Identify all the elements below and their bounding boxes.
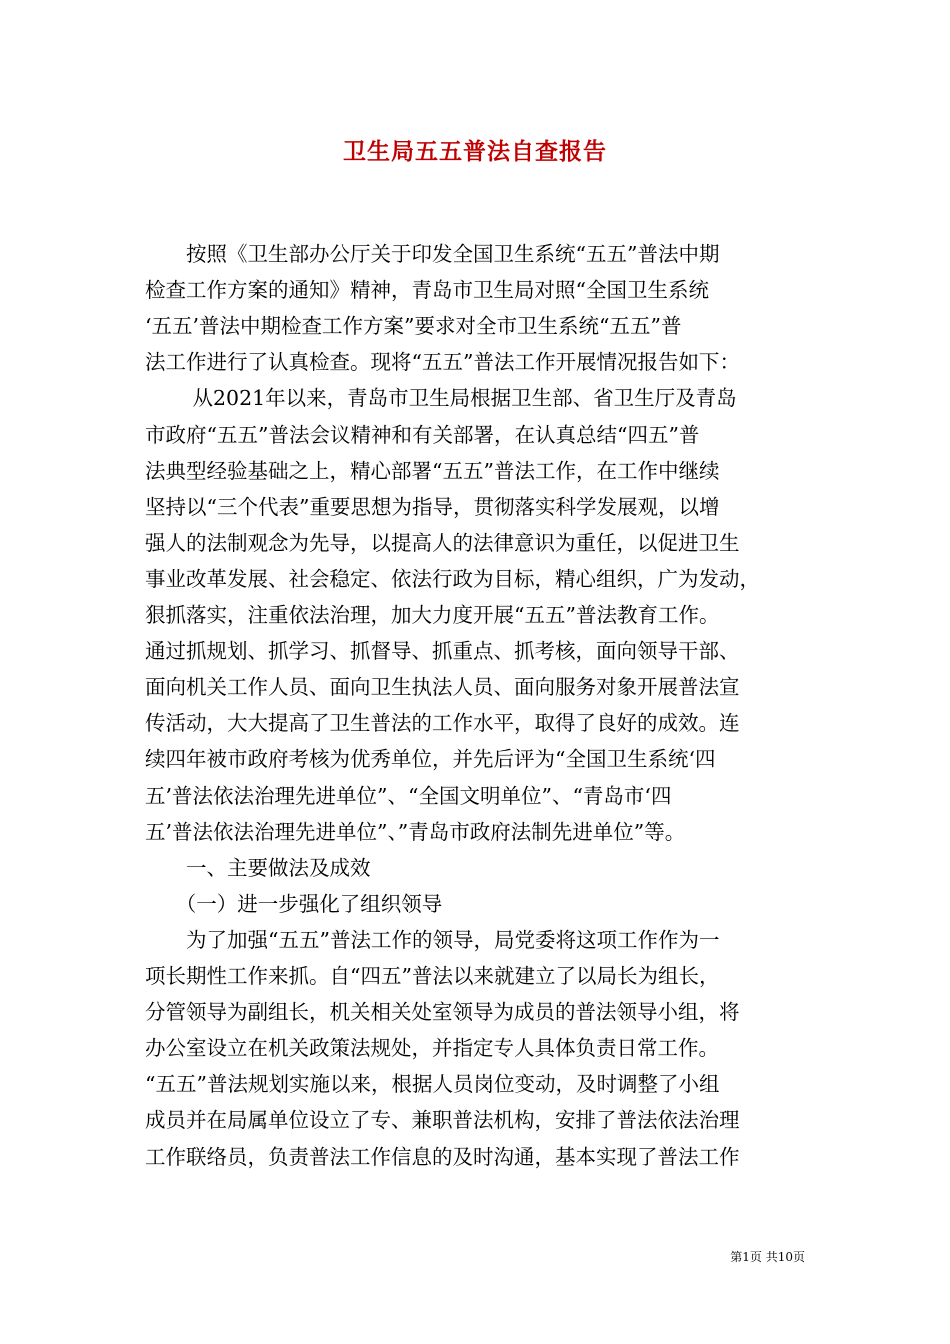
body-line: 五’普法依法治理先进单位”、”青岛市政府法制先进单位”等。 (145, 819, 686, 844)
page-title: 卫生局五五普法自查报告 (343, 138, 607, 165)
body-line: 为了加强“五五”普法工作的领导，局党委将这项工作作为一 (145, 927, 720, 952)
body-line: 五’普法依法治理先进单位”、“全国文明单位”、“青岛市‘四 (145, 783, 672, 808)
body-line: 从2021年以来，青岛市卫生局根据卫生部、省卫生厅及青岛 (145, 386, 737, 411)
body-line: 强人的法制观念为先导，以提高人的法律意识为重任，以促进卫生 (145, 530, 740, 555)
body-line: 坚持以“三个代表”重要思想为指导，贯彻落实科学发展观，以增 (145, 494, 720, 519)
body-line: 面向机关工作人员、面向卫生执法人员、面向服务对象开展普法宣 (145, 675, 740, 700)
body-line: 一、主要做法及成效 (145, 855, 371, 880)
body-line: 事业改革发展、社会稳定、依法行政为目标，精心组织，广为发动， (145, 566, 760, 591)
body-line: 续四年被市政府考核为优秀单位，并先后评为“全国卫生系统‘四 (145, 747, 716, 772)
page-footer: 第1页 共10页 (730, 1250, 805, 1264)
body-line: 通过抓规划、抓学习、抓督导、抓重点、抓考核，面向领导干部、 (145, 639, 740, 664)
body-line: （一）进一步强化了组织领导 (145, 891, 443, 916)
body-line: 分管领导为副组长，机关相关处室领导为成员的普法领导小组，将 (145, 1000, 740, 1025)
body-line: 按照《卫生部办公厅关于印发全国卫生系统“五五”普法中期 (145, 242, 720, 266)
body-line: 工作联络员，负责普法工作信息的及时沟通，基本实现了普法工作 (145, 1144, 740, 1169)
body-line: 法典型经验基础之上，精心部署“五五”普法工作，在工作中继续 (145, 458, 720, 483)
body-line: 项长期性工作来抓。自“四五”普法以来就建立了以局长为组长， (145, 964, 720, 988)
body-line: 市政府“五五”普法会议精神和有关部署，在认真总结“四五”普 (145, 422, 700, 447)
body-line: 检查工作方案的通知》精神，青岛市卫生局对照“全国卫生系统 (145, 278, 709, 303)
body-line: 办公室设立在机关政策法规处，并指定专人具体负责日常工作。 (145, 1036, 719, 1061)
body-line: 法工作进行了认真检查。现将“五五”普法工作开展情况报告如下： (145, 350, 740, 375)
body-line: ‘五五’普法中期检查工作方案”要求对全市卫生系统“五五”普 (145, 314, 682, 339)
body-line: 成员并在局属单位设立了专、兼职普法机构，安排了普法依法治理 (145, 1108, 740, 1133)
body-line: “五五”普法规划实施以来，根据人员岗位变动，及时调整了小组 (145, 1072, 720, 1097)
body-line: 传活动，大大提高了卫生普法的工作水平，取得了良好的成效。连 (145, 711, 740, 736)
body-line: 狠抓落实，注重依法治理，加大力度开展“五五”普法教育工作。 (145, 603, 720, 627)
